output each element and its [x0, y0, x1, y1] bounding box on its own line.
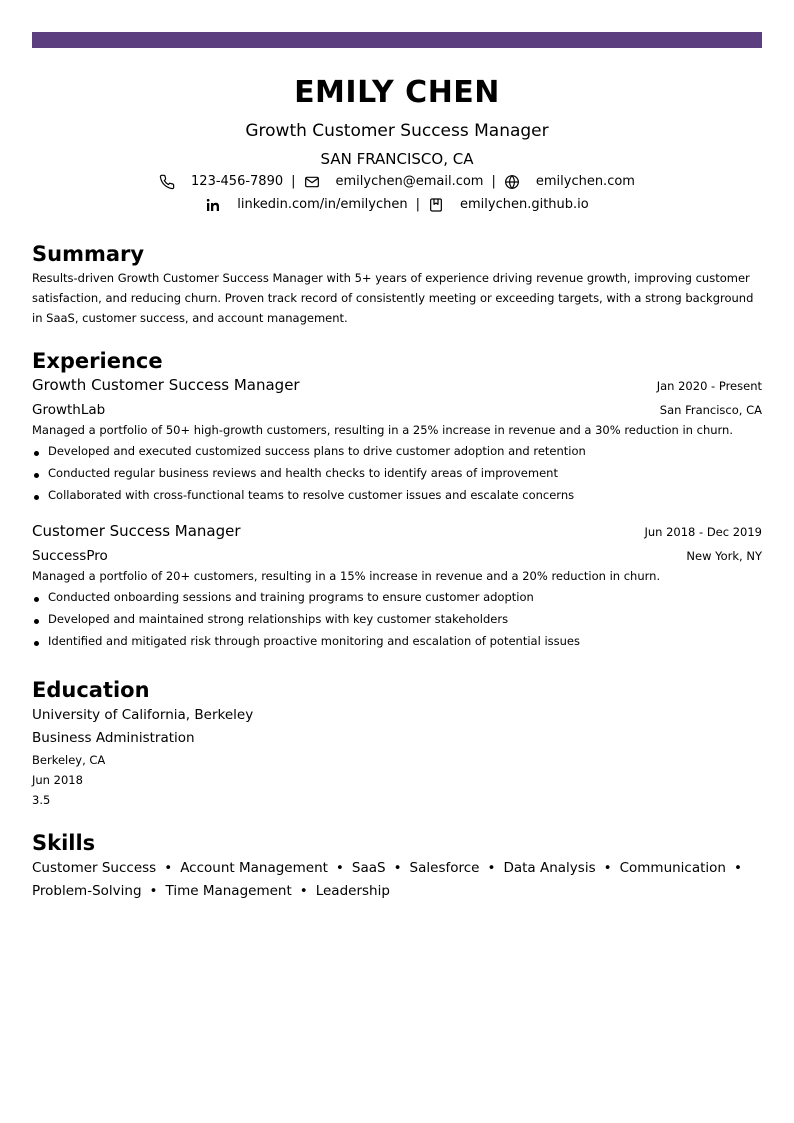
job-bullets — [32, 440, 762, 506]
bullet-text: Conducted onboarding sessions and training programs to ensure customer adoption — [48, 590, 534, 604]
section-heading: Skills — [32, 831, 96, 855]
skill-separator: • — [164, 860, 173, 876]
education-school: University of California, Berkeley — [32, 707, 254, 723]
section-heading: Education — [32, 678, 150, 702]
skill-separator: • — [603, 860, 612, 876]
bullet-text: Identified and mitigated risk through proactive monitoring and escalation of potential issues — [48, 634, 580, 648]
skill-separator: • — [733, 860, 742, 876]
section-heading: Summary — [32, 242, 145, 266]
job-role: Growth Customer Success Manager — [32, 376, 300, 394]
bullet-dot — [34, 473, 39, 478]
bullet-dot — [34, 597, 39, 602]
skill-item: Time Management — [165, 883, 292, 899]
skill-separator: • — [149, 883, 158, 899]
list-item — [32, 440, 762, 462]
list-item — [32, 586, 762, 608]
section-heading: Experience — [32, 349, 163, 373]
job-location: San Francisco, CA — [659, 403, 762, 417]
job-role: Customer Success Manager — [32, 522, 241, 540]
linkedin-link[interactable]: linkedin.com/in/emilychen — [237, 197, 408, 212]
job-company: SuccessPro — [32, 548, 108, 564]
bullet-text: Developed and executed customized success plans to drive customer adoption and retention — [48, 444, 586, 458]
skills-section — [32, 829, 762, 903]
email-icon — [304, 174, 320, 190]
skill-item: Customer Success — [32, 860, 157, 876]
skills-line — [32, 857, 762, 880]
summary-section — [32, 240, 762, 328]
education-location: Berkeley, CA — [32, 753, 106, 767]
globe-icon — [504, 174, 520, 190]
job-summary: Managed a portfolio of 50+ high-growth customers, resulting in a 25% increase in revenue and a 30% reduction in churn. — [32, 423, 733, 437]
job-summary: Managed a portfolio of 20+ customers, resulting in a 15% increase in revenue and a 20% reduction in churn. — [32, 569, 661, 583]
summary-text: Results-driven Growth Customer Success Manager with 5+ years of experience driving revenue growth, improving customer satisfaction, and reducing churn. Proven track record of consistently meeting or exceeding targets, with a strong background in SaaS, customer success, and account management. — [32, 271, 754, 325]
job-company: GrowthLab — [32, 402, 106, 418]
skill-item: Leadership — [315, 883, 390, 899]
bullet-dot — [34, 641, 39, 646]
linkedin-icon — [205, 197, 221, 213]
bullet-text: Conducted regular business reviews and health checks to identify areas of improvement — [48, 466, 558, 480]
job-dates: Jun 2018 - Dec 2019 — [644, 525, 762, 539]
skill-item: Data Analysis — [503, 860, 596, 876]
education-date: Jun 2018 — [32, 773, 83, 787]
skill-item: Communication — [619, 860, 726, 876]
website-link[interactable]: emilychen.com — [535, 174, 635, 189]
skill-separator: • — [487, 860, 496, 876]
skill-separator: • — [393, 860, 402, 876]
education-degree: Business Administration — [32, 730, 195, 746]
separator: | — [415, 197, 420, 212]
job-entry — [32, 373, 762, 506]
separator: | — [491, 174, 496, 189]
candidate-title: Growth Customer Success Manager — [245, 121, 549, 141]
skill-item: Account Management — [180, 860, 328, 876]
phone-link[interactable]: 123-456-7890 — [191, 174, 284, 189]
skill-separator: • — [299, 883, 308, 899]
education-gpa: 3.5 — [32, 793, 51, 807]
bullet-dot — [34, 619, 39, 624]
contact-row-primary — [32, 170, 762, 193]
bullet-text: Developed and maintained strong relationships with key customer stakeholders — [48, 612, 509, 626]
skills-line — [32, 880, 762, 903]
job-location: New York, NY — [686, 549, 762, 563]
resume-header — [32, 72, 762, 216]
job-bullets — [32, 586, 762, 652]
skill-item: Problem-Solving — [32, 883, 142, 899]
candidate-name: EMILY CHEN — [294, 75, 500, 110]
job-dates: Jan 2020 - Present — [656, 379, 762, 393]
list-item — [32, 608, 762, 630]
skill-item: SaaS — [351, 860, 386, 876]
email-link[interactable]: emilychen@email.com — [335, 174, 484, 189]
list-item — [32, 484, 762, 506]
list-item — [32, 462, 762, 484]
separator: | — [291, 174, 296, 189]
github-page-icon — [428, 197, 444, 213]
job-entry — [32, 519, 762, 652]
list-item — [32, 630, 762, 652]
portfolio-link[interactable]: emilychen.github.io — [460, 197, 589, 212]
bullet-dot — [34, 451, 39, 456]
skill-separator: • — [335, 860, 344, 876]
accent-bar — [32, 32, 762, 48]
bullet-dot — [34, 495, 39, 500]
education-section — [32, 676, 762, 810]
contact-row-secondary — [32, 193, 762, 216]
phone-icon — [159, 174, 175, 190]
experience-section — [32, 347, 762, 652]
skill-item: Salesforce — [409, 860, 480, 876]
bullet-text: Collaborated with cross-functional teams to resolve customer issues and escalate concerns — [48, 488, 575, 502]
candidate-location: SAN FRANCISCO, CA — [320, 150, 474, 168]
